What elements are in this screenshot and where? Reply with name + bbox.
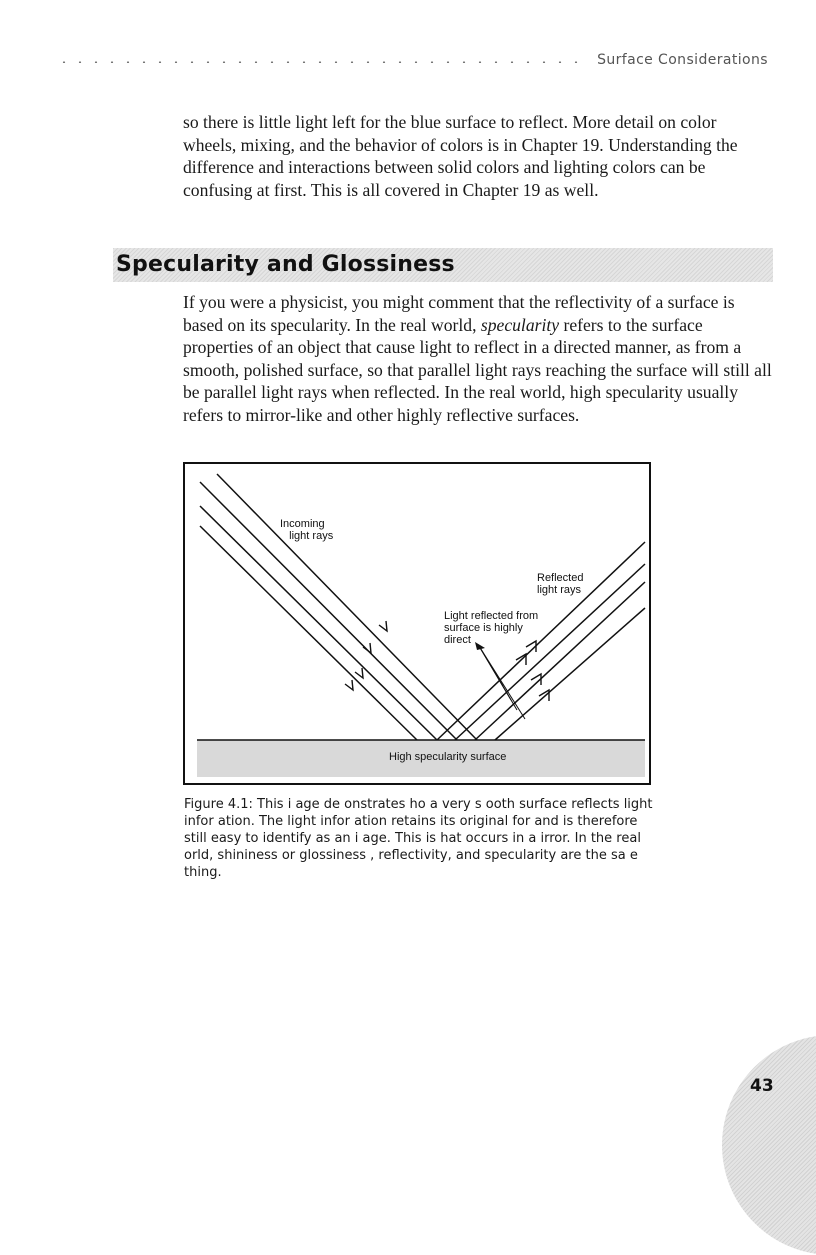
section-paragraph-text xyxy=(183,291,773,427)
intro-paragraph-text: so there is little light left for the blue surface to reflect. More detail on color wheels, mixing, and the behavior of colors is in Chapter 19. Understanding the difference and interactions between solid colors and lighting colors can be confusing at first. This is all covered in Chapter 19 as well. xyxy=(183,112,738,200)
paragraph-text-after: refers to the surface properties of an object that cause light to reflect in a directed manner, as from a smooth, polished surface, so that parallel light rays reaching the surface will still all be parallel light rays when reflected. In the real world, high specularity usually refers to mirror-like and other highly reflective surfaces. xyxy=(183,314,772,425)
specularity-term: specularity xyxy=(480,314,560,335)
page-corner-badge xyxy=(722,1035,816,1255)
section-heading: Specularity and Glossiness xyxy=(116,252,455,277)
running-head xyxy=(56,52,768,68)
label-direct-reflection: Light reflected from surface is highly direct xyxy=(444,610,539,646)
page-number: 43 xyxy=(750,1076,774,1096)
incoming-ray xyxy=(200,526,417,740)
running-head-title: Surface Considerations xyxy=(597,52,768,68)
arrow-icon xyxy=(379,621,387,631)
reflected-ray xyxy=(475,582,645,740)
arrow-icon xyxy=(355,668,363,678)
label-reflected-rays: Reflected light rays xyxy=(537,572,584,596)
label-incoming-rays: Incoming light rays xyxy=(280,518,334,542)
section-heading-bar xyxy=(113,248,773,282)
incoming-rays xyxy=(200,474,477,740)
figure-caption: Figure 4.1: This i age de onstrates ho a very s ooth surface reflects light infor ation. The light infor ation retains its original for and is therefore still easy to identify as an i age. This is hat occurs in a irror. In the real orld, shininess or glossiness , reflectivity, and specularity are the sa e thing. xyxy=(184,797,653,880)
arrow-icon xyxy=(345,680,353,690)
incoming-ray xyxy=(217,474,477,740)
leader-dots xyxy=(56,61,585,63)
paragraph-text-before: If you were a physicist, you might comment that the reflectivity of a surface is based on its specularity. In the real world, xyxy=(183,292,735,335)
specular-reflection-diagram xyxy=(185,464,649,783)
section-paragraph xyxy=(183,291,773,427)
intro-paragraph xyxy=(183,111,773,201)
label-surface: High specularity surface xyxy=(389,751,507,763)
arrow-icon xyxy=(363,643,371,653)
figure-4-1 xyxy=(183,462,651,785)
